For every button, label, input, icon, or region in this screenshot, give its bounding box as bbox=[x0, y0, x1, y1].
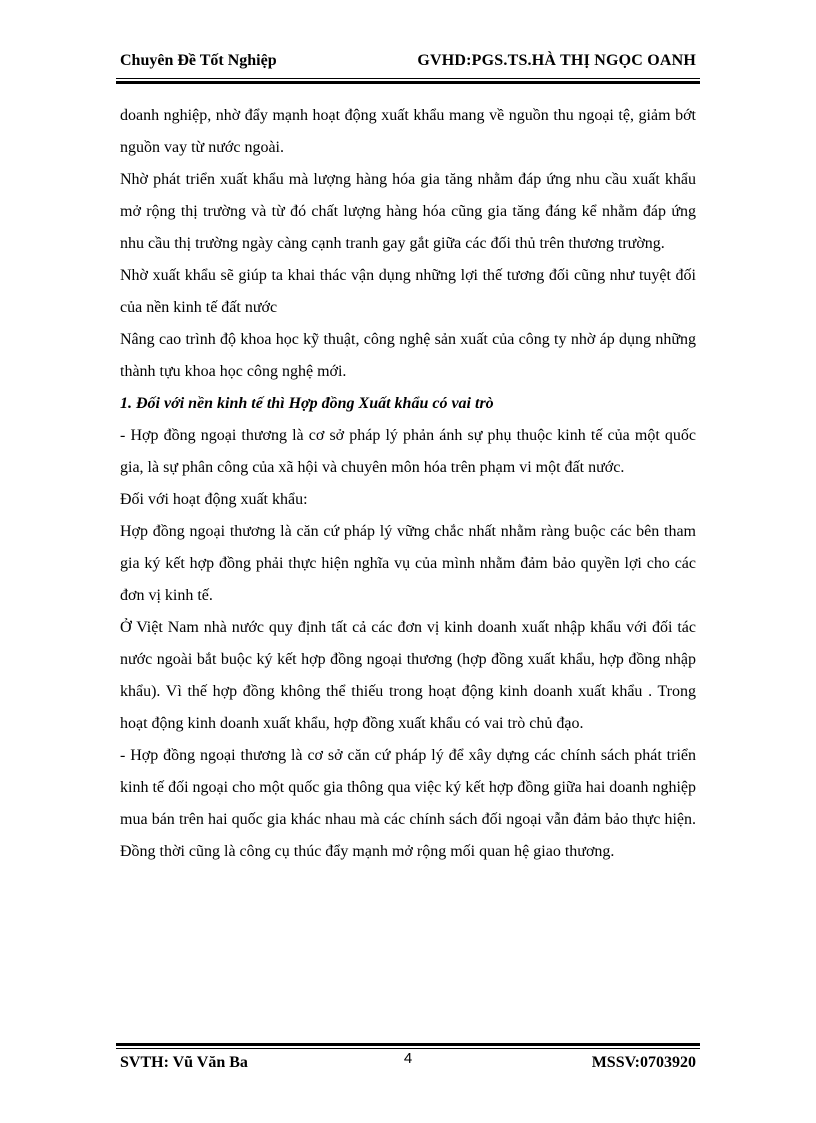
paragraph: Hợp đồng ngoại thương là căn cứ pháp lý vững chắc nhất nhằm ràng buộc các bên tham gia ký kết hợp đồng phải thực hiện nghĩa vụ của mình nhằm đảm bảo quyền lợi cho các đơn vị kinh tế. bbox=[120, 523, 696, 604]
paragraph: Nâng cao trình độ khoa học kỹ thuật, công nghệ sản xuất của công ty nhờ áp dụng những thành tựu khoa học công nghệ mới. bbox=[120, 331, 696, 380]
paragraph: - Hợp đồng ngoại thương là cơ sở căn cứ pháp lý để xây dựng các chính sách phát triển kinh tế đối ngoại cho một quốc gia thông qua việc ký kết hợp đồng giữa hai doanh nghiệp mua bán trên hai quốc gia khác nhau mà các chính sách đối ngoại vẫn đảm bảo thực hiện. Đồng thời cũng là công cụ thúc đẩy mạnh mở rộng mối quan hệ giao thương. bbox=[120, 747, 696, 860]
page-header bbox=[120, 52, 696, 76]
document-body bbox=[120, 100, 696, 868]
footer-rule-thin bbox=[116, 1048, 700, 1049]
page-footer bbox=[120, 1050, 696, 1078]
header-title: Chuyên Đề Tốt Nghiệp bbox=[120, 52, 277, 69]
header-rule-thin bbox=[116, 78, 700, 79]
footer-rule-thick bbox=[116, 1043, 700, 1046]
paragraph: doanh nghiệp, nhờ đẩy mạnh hoạt động xuất khẩu mang về nguồn thu ngoại tệ, giảm bớt nguồn vay từ nước ngoài. bbox=[120, 107, 696, 156]
paragraph: Đối với hoạt động xuất khẩu: bbox=[120, 491, 308, 508]
paragraph: - Hợp đồng ngoại thương là cơ sở pháp lý phản ánh sự phụ thuộc kinh tế của một quốc gia, là sự phân công của xã hội và chuyên môn hóa trên phạm vi một đất nước. bbox=[120, 427, 696, 476]
header-rule-thick bbox=[116, 81, 700, 84]
section-heading: 1. Đối với nền kinh tế thì Hợp đồng Xuất khẩu có vai trò bbox=[120, 395, 494, 412]
footer-student: SVTH: Vũ Văn Ba bbox=[120, 1054, 248, 1071]
paragraph: Nhờ phát triển xuất khẩu mà lượng hàng hóa gia tăng nhằm đáp ứng nhu cầu xuất khẩu mở rộng thị trường và từ đó chất lượng hàng hóa cũng gia tăng đáng kể nhằm đáp ứng nhu cầu thị trường ngày càng cạnh tranh gay gắt giữa các đối thủ trên thương trường. bbox=[120, 171, 696, 252]
page-number: 4 bbox=[403, 1050, 413, 1067]
paragraph: Nhờ xuất khẩu sẽ giúp ta khai thác vận dụng những lợi thế tương đối cũng như tuyệt đối của nền kinh tế đất nước bbox=[120, 267, 696, 316]
paragraph: Ở Việt Nam nhà nước quy định tất cả các đơn vị kinh doanh xuất nhập khẩu với đối tác nước ngoài bắt buộc ký kết hợp đồng ngoại thương (hợp đồng xuất khẩu, hợp đồng nhập khẩu). Vì thế hợp đồng không thể thiếu trong hoạt động kinh doanh xuất khẩu . Trong hoạt động kinh doanh xuất khẩu, hợp đồng xuất khẩu có vai trò chủ đạo. bbox=[120, 619, 696, 732]
header-advisor: GVHD:PGS.TS.HÀ THỊ NGỌC OANH bbox=[417, 52, 696, 69]
footer-student-id: MSSV:0703920 bbox=[591, 1054, 696, 1071]
